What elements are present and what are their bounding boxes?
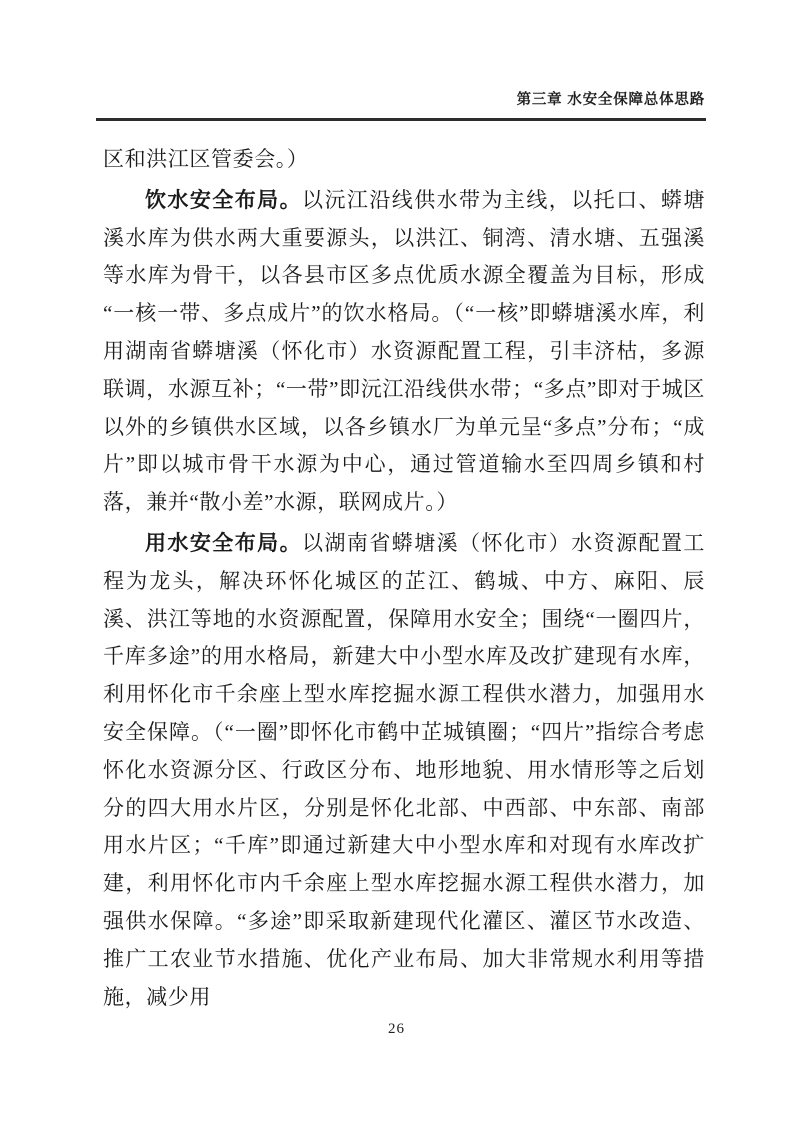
document-body: [103, 141, 705, 1019]
paragraph-lead: 用水安全布局。: [145, 530, 303, 555]
paragraph-text: 区和洪江区管委会。）: [103, 147, 309, 171]
paragraph-text: 以沅江沿线供水带为主线，以托口、蟒塘溪水库为供水两大重要源头，以洪江、铜湾、清水塘、五强溪等水库为骨干，以各县市区多点优质水源全覆盖为目标，形成“一核一带、多点成片”的饮水格局。（“一核”即蟒塘溪水库，利用湖南省蟒塘溪（怀化市）水资源配置工程，引丰济枯，多源联调，水源互补；“一带”即沅江沿线供水带；“多点”即对于城区以外的乡镇供水区域，以各乡镇水厂为单元呈“多点”分布；“成片”即以城市骨干水源为中心，通过管道输水至四周乡镇和村落，兼并“散小差”水源，联网成片。）: [103, 187, 705, 515]
paragraph-text: 以湖南省蟒塘溪（怀化市）水资源配置工程为龙头，解决环怀化城区的芷江、鹤城、中方、麻阳、辰溪、洪江等地的水资源配置，保障用水安全；围绕“一圈四片，千库多途”的用水格局，新建大中小型水库及改扩建现有水库，利用怀化市千余座上型水库挖掘水源工程供水潜力，加强用水安全保障。（“一圈”即怀化市鹤中芷城镇圈；“四片”指综合考虑怀化水资源分区、行政区分布、地形地貌、用水情形等之后划分的四大用水片区，分别是怀化北部、中西部、中东部、南部用水片区；“千库”即通过新建大中小型水库和对现有水库改扩建，利用怀化市内千余座上型水库挖掘水源工程供水潜力，加强供水保障。“多途”即采取新建现代化灌区、灌区节水改造、推广工农业节水措施、优化产业布局、加大非常规水利用等措施，减少用: [103, 530, 705, 1009]
page-header: [97, 88, 705, 109]
header-rule: [96, 118, 706, 121]
paragraph-water-use-layout: [103, 525, 705, 1016]
paragraph-drinking-water-layout: [103, 182, 705, 522]
paragraph-continuation: [103, 141, 705, 179]
chapter-title: 第三章 水安全保障总体思路: [516, 92, 705, 108]
paragraph-lead: 饮水安全布局。: [145, 187, 303, 212]
page-number: 26: [388, 1021, 405, 1037]
